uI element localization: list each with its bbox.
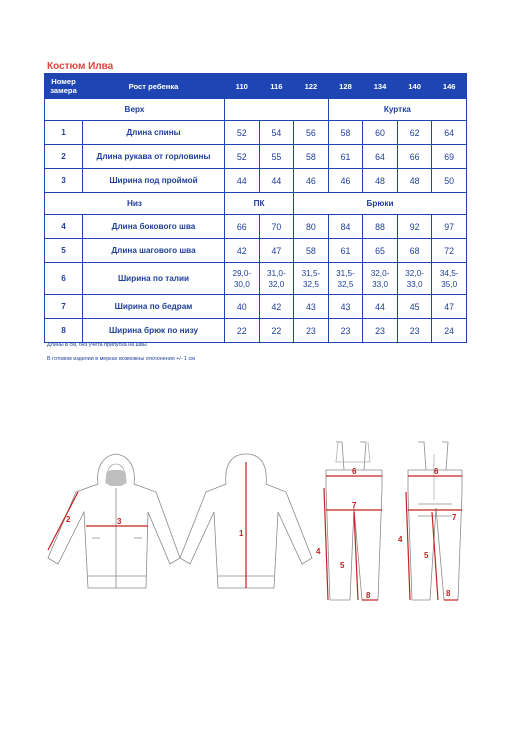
section-garment-label: Брюки xyxy=(294,193,467,215)
measure-value: 97 xyxy=(432,215,467,239)
measure-number: 8 xyxy=(45,319,83,343)
section-garment-label: ПК xyxy=(225,193,294,215)
dim-label-7: 7 xyxy=(352,501,357,510)
dim-label-4-back: 4 xyxy=(398,535,403,544)
measure-value: 56 xyxy=(294,121,329,145)
measure-value: 32,0-33,0 xyxy=(363,263,398,295)
measure-value: 23 xyxy=(328,319,363,343)
measure-label: Длина рукава от горловины xyxy=(83,145,225,169)
measure-value: 84 xyxy=(328,215,363,239)
measure-value: 52 xyxy=(225,121,260,145)
measure-value: 65 xyxy=(363,239,398,263)
measure-number: 4 xyxy=(45,215,83,239)
table-header-row xyxy=(45,74,467,99)
measure-value: 29,0-30,0 xyxy=(225,263,260,295)
section-row-top xyxy=(45,99,467,121)
measure-value: 58 xyxy=(294,145,329,169)
measure-value: 46 xyxy=(328,169,363,193)
col-header-size: 128 xyxy=(328,74,363,99)
measure-value: 61 xyxy=(328,145,363,169)
measure-value: 44 xyxy=(225,169,260,193)
measure-value: 58 xyxy=(294,239,329,263)
section-garment-label: Куртка xyxy=(328,99,466,121)
section-label: Низ xyxy=(45,193,225,215)
measure-value: 44 xyxy=(363,295,398,319)
measure-label: Ширина по талии xyxy=(83,263,225,295)
measure-value: 47 xyxy=(259,239,294,263)
dim-line-side-seam xyxy=(324,488,328,600)
dim-label-6: 6 xyxy=(352,467,357,476)
measure-value: 60 xyxy=(363,121,398,145)
dim-label-2: 2 xyxy=(66,515,71,524)
measure-value: 69 xyxy=(432,145,467,169)
measure-value: 64 xyxy=(363,145,398,169)
measure-value: 23 xyxy=(397,319,432,343)
measure-value: 42 xyxy=(225,239,260,263)
measure-number: 6 xyxy=(45,263,83,295)
col-header-size: 122 xyxy=(294,74,329,99)
measure-value: 66 xyxy=(397,145,432,169)
measure-value: 70 xyxy=(259,215,294,239)
dim-line-side-seam-back xyxy=(406,492,410,600)
size-chart-table xyxy=(44,73,467,343)
dim-label-7-back: 7 xyxy=(452,513,457,522)
measure-value: 22 xyxy=(259,319,294,343)
measure-value: 31,5-32,5 xyxy=(328,263,363,295)
col-header-size: 146 xyxy=(432,74,467,99)
table-row xyxy=(45,319,467,343)
measure-value: 44 xyxy=(259,169,294,193)
dim-label-6-back: 6 xyxy=(434,467,439,476)
section-row-bottom xyxy=(45,193,467,215)
measure-value: 47 xyxy=(432,295,467,319)
measure-label: Длина шагового шва xyxy=(83,239,225,263)
note-tolerance: В готовом изделии в мерках возможны отклонения +/- 1 см xyxy=(47,356,195,362)
measure-number: 3 xyxy=(45,169,83,193)
measure-value: 34,5-35,0 xyxy=(432,263,467,295)
col-header-size: 140 xyxy=(397,74,432,99)
table-row xyxy=(45,121,467,145)
col-header-size: 116 xyxy=(259,74,294,99)
table-row xyxy=(45,239,467,263)
measure-value: 24 xyxy=(432,319,467,343)
col-header-size: 134 xyxy=(363,74,398,99)
garment-measure-drawing xyxy=(0,400,512,630)
measure-value: 80 xyxy=(294,215,329,239)
table-row xyxy=(45,169,467,193)
measure-label: Длина спины xyxy=(83,121,225,145)
measure-value: 52 xyxy=(225,145,260,169)
table-row xyxy=(45,263,467,295)
section-empty-cell xyxy=(225,99,329,121)
measure-value: 42 xyxy=(259,295,294,319)
col-header-number: Номер замера xyxy=(45,74,83,99)
measure-value: 72 xyxy=(432,239,467,263)
measure-label: Ширина брюк по низу xyxy=(83,319,225,343)
measure-value: 40 xyxy=(225,295,260,319)
table-row xyxy=(45,145,467,169)
table-row xyxy=(45,295,467,319)
measure-value: 45 xyxy=(397,295,432,319)
dim-label-8: 8 xyxy=(366,591,371,600)
measure-value: 58 xyxy=(328,121,363,145)
dim-label-5: 5 xyxy=(340,561,345,570)
measure-value: 88 xyxy=(363,215,398,239)
measure-value: 50 xyxy=(432,169,467,193)
measure-label: Ширина по бедрам xyxy=(83,295,225,319)
measure-value: 31,5-32,5 xyxy=(294,263,329,295)
measure-number: 7 xyxy=(45,295,83,319)
note-units: Длины в см, без учета припуска на швы xyxy=(47,342,147,348)
dim-label-4: 4 xyxy=(316,547,321,556)
measure-label: Длина бокового шва xyxy=(83,215,225,239)
measure-value: 64 xyxy=(432,121,467,145)
measure-value: 43 xyxy=(328,295,363,319)
measure-value: 48 xyxy=(363,169,398,193)
page-title: Костюм Илва xyxy=(47,61,114,72)
measure-number: 2 xyxy=(45,145,83,169)
measure-number: 1 xyxy=(45,121,83,145)
dim-label-5-back: 5 xyxy=(424,551,429,560)
measure-number: 5 xyxy=(45,239,83,263)
measure-label: Ширина под проймой xyxy=(83,169,225,193)
measure-value: 62 xyxy=(397,121,432,145)
section-label: Верх xyxy=(45,99,225,121)
dim-line-inseam xyxy=(354,512,358,600)
measure-value: 48 xyxy=(397,169,432,193)
measure-value: 55 xyxy=(259,145,294,169)
measure-value: 68 xyxy=(397,239,432,263)
measure-value: 92 xyxy=(397,215,432,239)
dim-label-8-back: 8 xyxy=(446,589,451,598)
measure-value: 43 xyxy=(294,295,329,319)
measure-value: 66 xyxy=(225,215,260,239)
measure-value: 46 xyxy=(294,169,329,193)
dim-line-sleeve xyxy=(48,492,78,550)
col-header-size: 110 xyxy=(225,74,260,99)
measure-value: 22 xyxy=(225,319,260,343)
dim-label-1: 1 xyxy=(239,529,244,538)
col-header-height: Рост ребенка xyxy=(83,74,225,99)
measure-value: 32,0-33,0 xyxy=(397,263,432,295)
table-row xyxy=(45,215,467,239)
measure-value: 54 xyxy=(259,121,294,145)
measure-value: 61 xyxy=(328,239,363,263)
dim-label-3: 3 xyxy=(117,517,122,526)
measure-value: 23 xyxy=(294,319,329,343)
measure-value: 31,0-32,0 xyxy=(259,263,294,295)
measure-value: 23 xyxy=(363,319,398,343)
